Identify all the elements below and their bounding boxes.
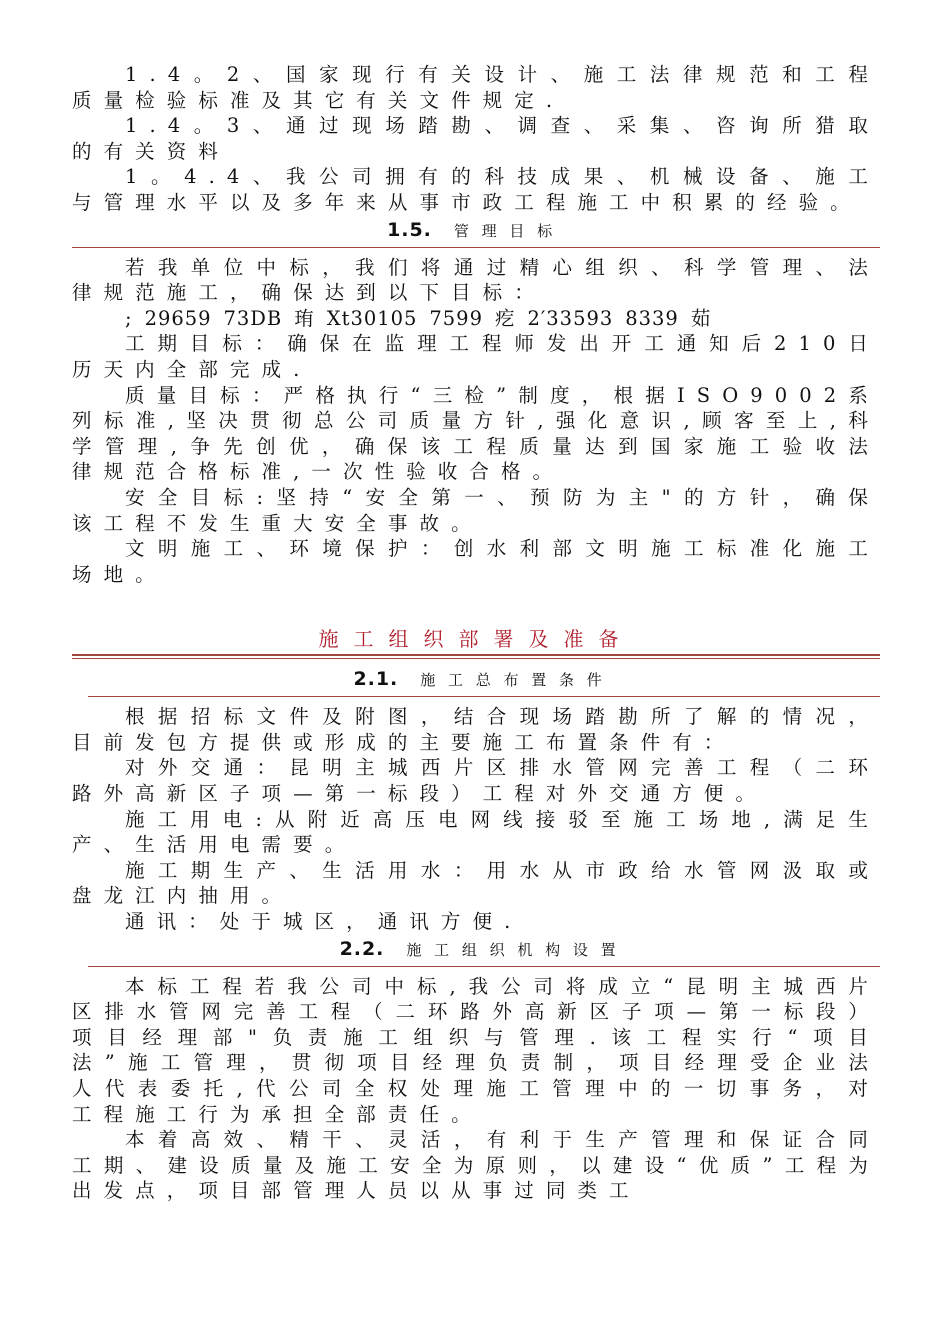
safety-goal: 安全目标:坚持“安全第一、预防为主"的方针，确保该工程不发生重大安全事故。: [72, 485, 880, 535]
section-title: 施工总布置条件: [420, 671, 615, 690]
construction-power: 施工用电:从附近高压电网线接驳至施工场地,满足生产、生活用电需要。: [72, 807, 880, 857]
section-title: 管理目标: [453, 221, 565, 240]
quality-goal: 质量目标：严格执行“三检”制度，根据ISO9002系列标准,坚决贯彻总公司质量方针,强化意识,顾客至上,科学管理,争先创优，确保该工程质量达到国家施工验收法律规范合格标准,一次性验收合格。: [72, 383, 880, 484]
section-title: 施工组织机构设置: [406, 940, 629, 959]
section-heading-2-1: [88, 668, 880, 697]
schedule-goal: 工期目标：确保在监理工程师发出开工通知后210日历天内全部完成.: [72, 332, 880, 381]
section-number: 2.1.: [353, 668, 399, 691]
goals-intro: 若我单位中标，我们将通过精心组织、科学管理、法律规范施工，确保达到以下目标：: [72, 255, 880, 305]
basis-item-1-4-3: 1.4。3、通过现场踏勘、调查、采集、咨询所猎取的有关资料: [72, 114, 880, 163]
garbled-line: ; 29659 73DB 珛 Xt30105 7599 疙 2′33593 8339 茹: [125, 306, 712, 330]
communications: 通讯：处于城区，通讯方便.: [125, 910, 523, 934]
chapter-title: 施工组织部署及准备: [318, 627, 634, 652]
section-heading-1-5: [72, 219, 880, 248]
section-number: 2.2.: [339, 937, 385, 960]
organization-paragraph-1: 本标工程若我公司中标,我公司将成立“昆明主城西片区排水管网完善工程（二环路外高新区子项—第一标段）项目经理部"负责施工组织与管理.该工程实行“项目法”施工管理，贯彻项目经理负责制，项目经理受企业法人代表委托,代公司全权处理施工管理中的一切事务，对工程施工行为承担全部责任。: [72, 974, 880, 1126]
basis-item-1-4-4: 1。4.4、我公司拥有的科技成果、机械设备、施工与管理水平以及多年来从事市政工程施工中积累的经验。: [72, 165, 880, 214]
layout-intro: 根据招标文件及附图，结合现场踏勘所了解的情况，目前发包方提供或形成的主要施工布置条件有：: [72, 705, 880, 754]
external-traffic: 对外交通：昆明主城西片区排水管网完善工程（二环路外高新区子项—第一标段）工程对外交通方便。: [72, 756, 880, 806]
construction-water: 施工期生产、生活用水：用水从市政给水管网汲取或盘龙江内抽用。: [72, 858, 880, 908]
civil-construction-goal: 文明施工、环境保护：创水利部文明施工标准化施工场地。: [72, 537, 880, 586]
chapter-divider: [72, 654, 880, 659]
basis-item-1-4-2: 1.4。2、国家现行有关设计、施工法律规范和工程质量检验标准及其它有关文件规定.: [72, 63, 880, 112]
document-page: [72, 62, 880, 1204]
section-number: 1.5.: [387, 218, 432, 241]
section-heading-2-2: [88, 938, 880, 967]
organization-paragraph-2: 本着高效、精干、灵活，有利于生产管理和保证合同工期、建设质量及施工安全为原则，以建设“优质”工程为出发点，项目部管理人员以从事过同类工: [72, 1128, 880, 1203]
